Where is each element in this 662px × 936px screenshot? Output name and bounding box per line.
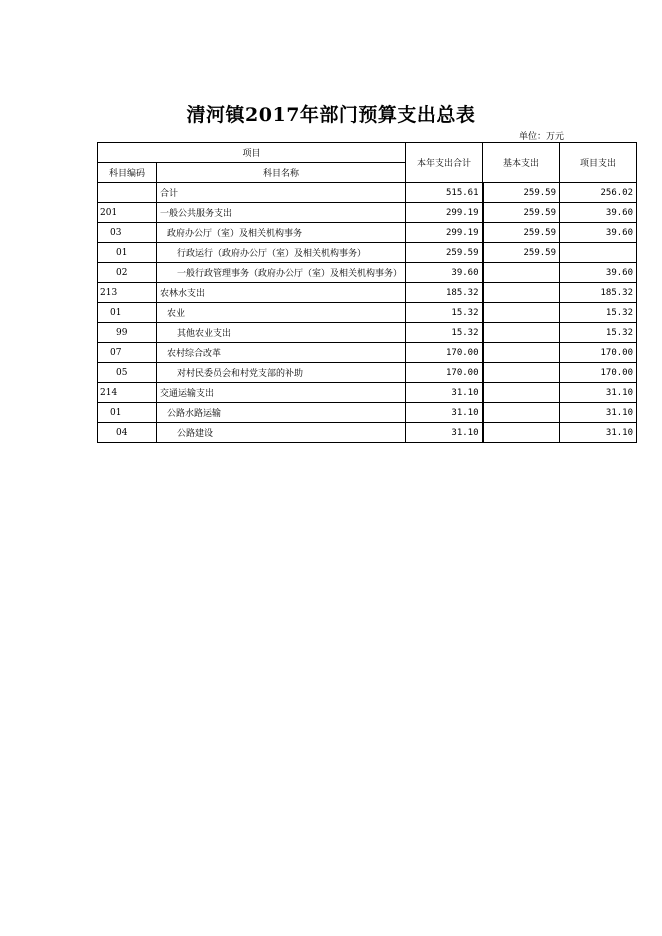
table-row <box>98 223 637 243</box>
row-project <box>560 243 637 263</box>
header-project: 项目 <box>98 143 406 163</box>
row-project: 256.02 <box>560 183 637 203</box>
row-project: 15.32 <box>560 323 637 343</box>
row-basic <box>483 383 560 403</box>
header-basic: 基本支出 <box>483 143 560 183</box>
row-basic: 259.59 <box>483 223 560 243</box>
row-project: 170.00 <box>560 363 637 383</box>
row-total: 170.00 <box>406 363 483 383</box>
table-row <box>98 263 637 283</box>
row-code: 99 <box>98 323 157 343</box>
row-total: 15.32 <box>406 303 483 323</box>
table-row <box>98 183 637 203</box>
row-total: 515.61 <box>406 183 483 203</box>
row-basic <box>483 323 560 343</box>
row-name: 政府办公厅（室）及相关机构事务 <box>157 223 406 243</box>
table-row <box>98 203 637 223</box>
header-project-expense: 项目支出 <box>560 143 637 183</box>
row-name: 合计 <box>157 183 406 203</box>
row-total: 259.59 <box>406 243 483 263</box>
row-name: 一般公共服务支出 <box>157 203 406 223</box>
table-row <box>98 323 637 343</box>
table-row <box>98 383 637 403</box>
row-basic <box>483 283 560 303</box>
row-code: 05 <box>98 363 157 383</box>
row-total: 39.60 <box>406 263 483 283</box>
row-total: 15.32 <box>406 323 483 343</box>
row-name: 对村民委员会和村党支部的补助 <box>157 363 406 383</box>
row-name: 一般行政管理事务（政府办公厅（室）及相关机构事务） <box>157 263 406 283</box>
row-basic: 259.59 <box>483 243 560 263</box>
row-total: 299.19 <box>406 223 483 243</box>
row-code: 01 <box>98 243 157 263</box>
row-code: 214 <box>98 383 157 403</box>
row-project: 39.60 <box>560 223 637 243</box>
row-basic <box>483 423 560 443</box>
row-project: 39.60 <box>560 203 637 223</box>
row-basic <box>483 403 560 423</box>
row-project: 170.00 <box>560 343 637 363</box>
row-project: 31.10 <box>560 383 637 403</box>
row-project: 31.10 <box>560 423 637 443</box>
row-code: 03 <box>98 223 157 243</box>
header-code: 科目编码 <box>98 163 157 183</box>
header-name: 科目名称 <box>157 163 406 183</box>
row-basic: 259.59 <box>483 183 560 203</box>
row-name: 公路水路运输 <box>157 403 406 423</box>
row-basic <box>483 263 560 283</box>
row-total: 299.19 <box>406 203 483 223</box>
row-project: 185.32 <box>560 283 637 303</box>
row-name: 农业 <box>157 303 406 323</box>
table-row <box>98 243 637 263</box>
budget-table <box>97 142 637 443</box>
row-code: 01 <box>98 303 157 323</box>
table-row <box>98 343 637 363</box>
row-name: 公路建设 <box>157 423 406 443</box>
row-name: 交通运输支出 <box>157 383 406 403</box>
row-name: 其他农业支出 <box>157 323 406 343</box>
row-total: 31.10 <box>406 423 483 443</box>
row-total: 185.32 <box>406 283 483 303</box>
row-code: 04 <box>98 423 157 443</box>
table-row <box>98 403 637 423</box>
unit-label: 单位：万元 <box>518 132 564 142</box>
page-title: 清河镇2017年部门预算支出总表 <box>186 104 476 126</box>
header-total: 本年支出合计 <box>406 143 483 183</box>
table-row <box>98 363 637 383</box>
row-code <box>98 183 157 203</box>
table-row <box>98 283 637 303</box>
row-project: 31.10 <box>560 403 637 423</box>
table-row <box>98 303 637 323</box>
row-code: 02 <box>98 263 157 283</box>
row-code: 01 <box>98 403 157 423</box>
row-basic <box>483 303 560 323</box>
row-basic <box>483 363 560 383</box>
row-basic: 259.59 <box>483 203 560 223</box>
row-name: 农林水支出 <box>157 283 406 303</box>
row-basic <box>483 343 560 363</box>
row-total: 31.10 <box>406 403 483 423</box>
row-total: 170.00 <box>406 343 483 363</box>
table-row <box>98 423 637 443</box>
row-project: 39.60 <box>560 263 637 283</box>
row-total: 31.10 <box>406 383 483 403</box>
row-code: 07 <box>98 343 157 363</box>
row-project: 15.32 <box>560 303 637 323</box>
row-name: 农村综合改革 <box>157 343 406 363</box>
row-code: 213 <box>98 283 157 303</box>
row-name: 行政运行（政府办公厅（室）及相关机构事务） <box>157 243 406 263</box>
row-code: 201 <box>98 203 157 223</box>
header-row-1 <box>98 143 637 163</box>
